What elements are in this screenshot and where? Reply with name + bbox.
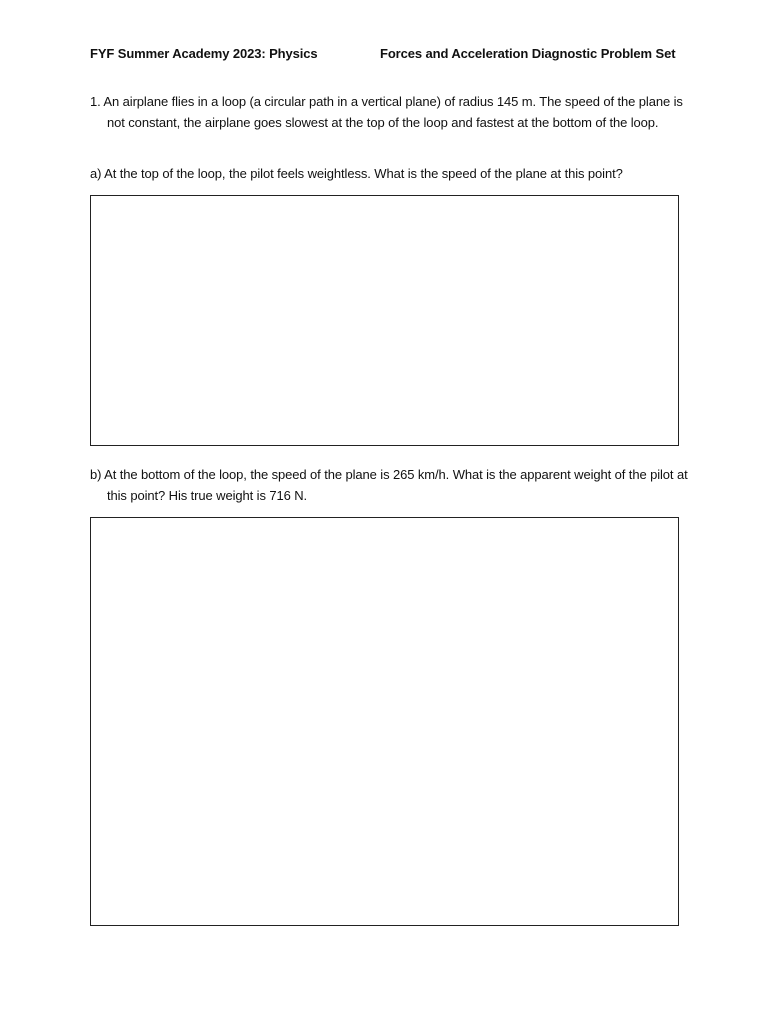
- question-part-a: a) At the top of the loop, the pilot feels weightless. What is the speed of the plane at this point?: [90, 166, 623, 181]
- course-title: FYF Summer Academy 2023: Physics: [90, 46, 318, 61]
- question-part-b: b) At the bottom of the loop, the speed of the plane is 265 km/h. What is the apparent weight of the pilot at this point? His true weight is 716 N.: [90, 467, 688, 503]
- answer-box-part-a[interactable]: [90, 195, 679, 446]
- answer-box-part-b[interactable]: [90, 517, 679, 926]
- problem-statement: 1. An airplane flies in a loop (a circular path in a vertical plane) of radius 145 m. The speed of the plane is not constant, the airplane goes slowest at the top of the loop and fastest at the bottom of the loop.: [90, 94, 683, 130]
- problem-set-title: Forces and Acceleration Diagnostic Problem Set: [380, 46, 676, 61]
